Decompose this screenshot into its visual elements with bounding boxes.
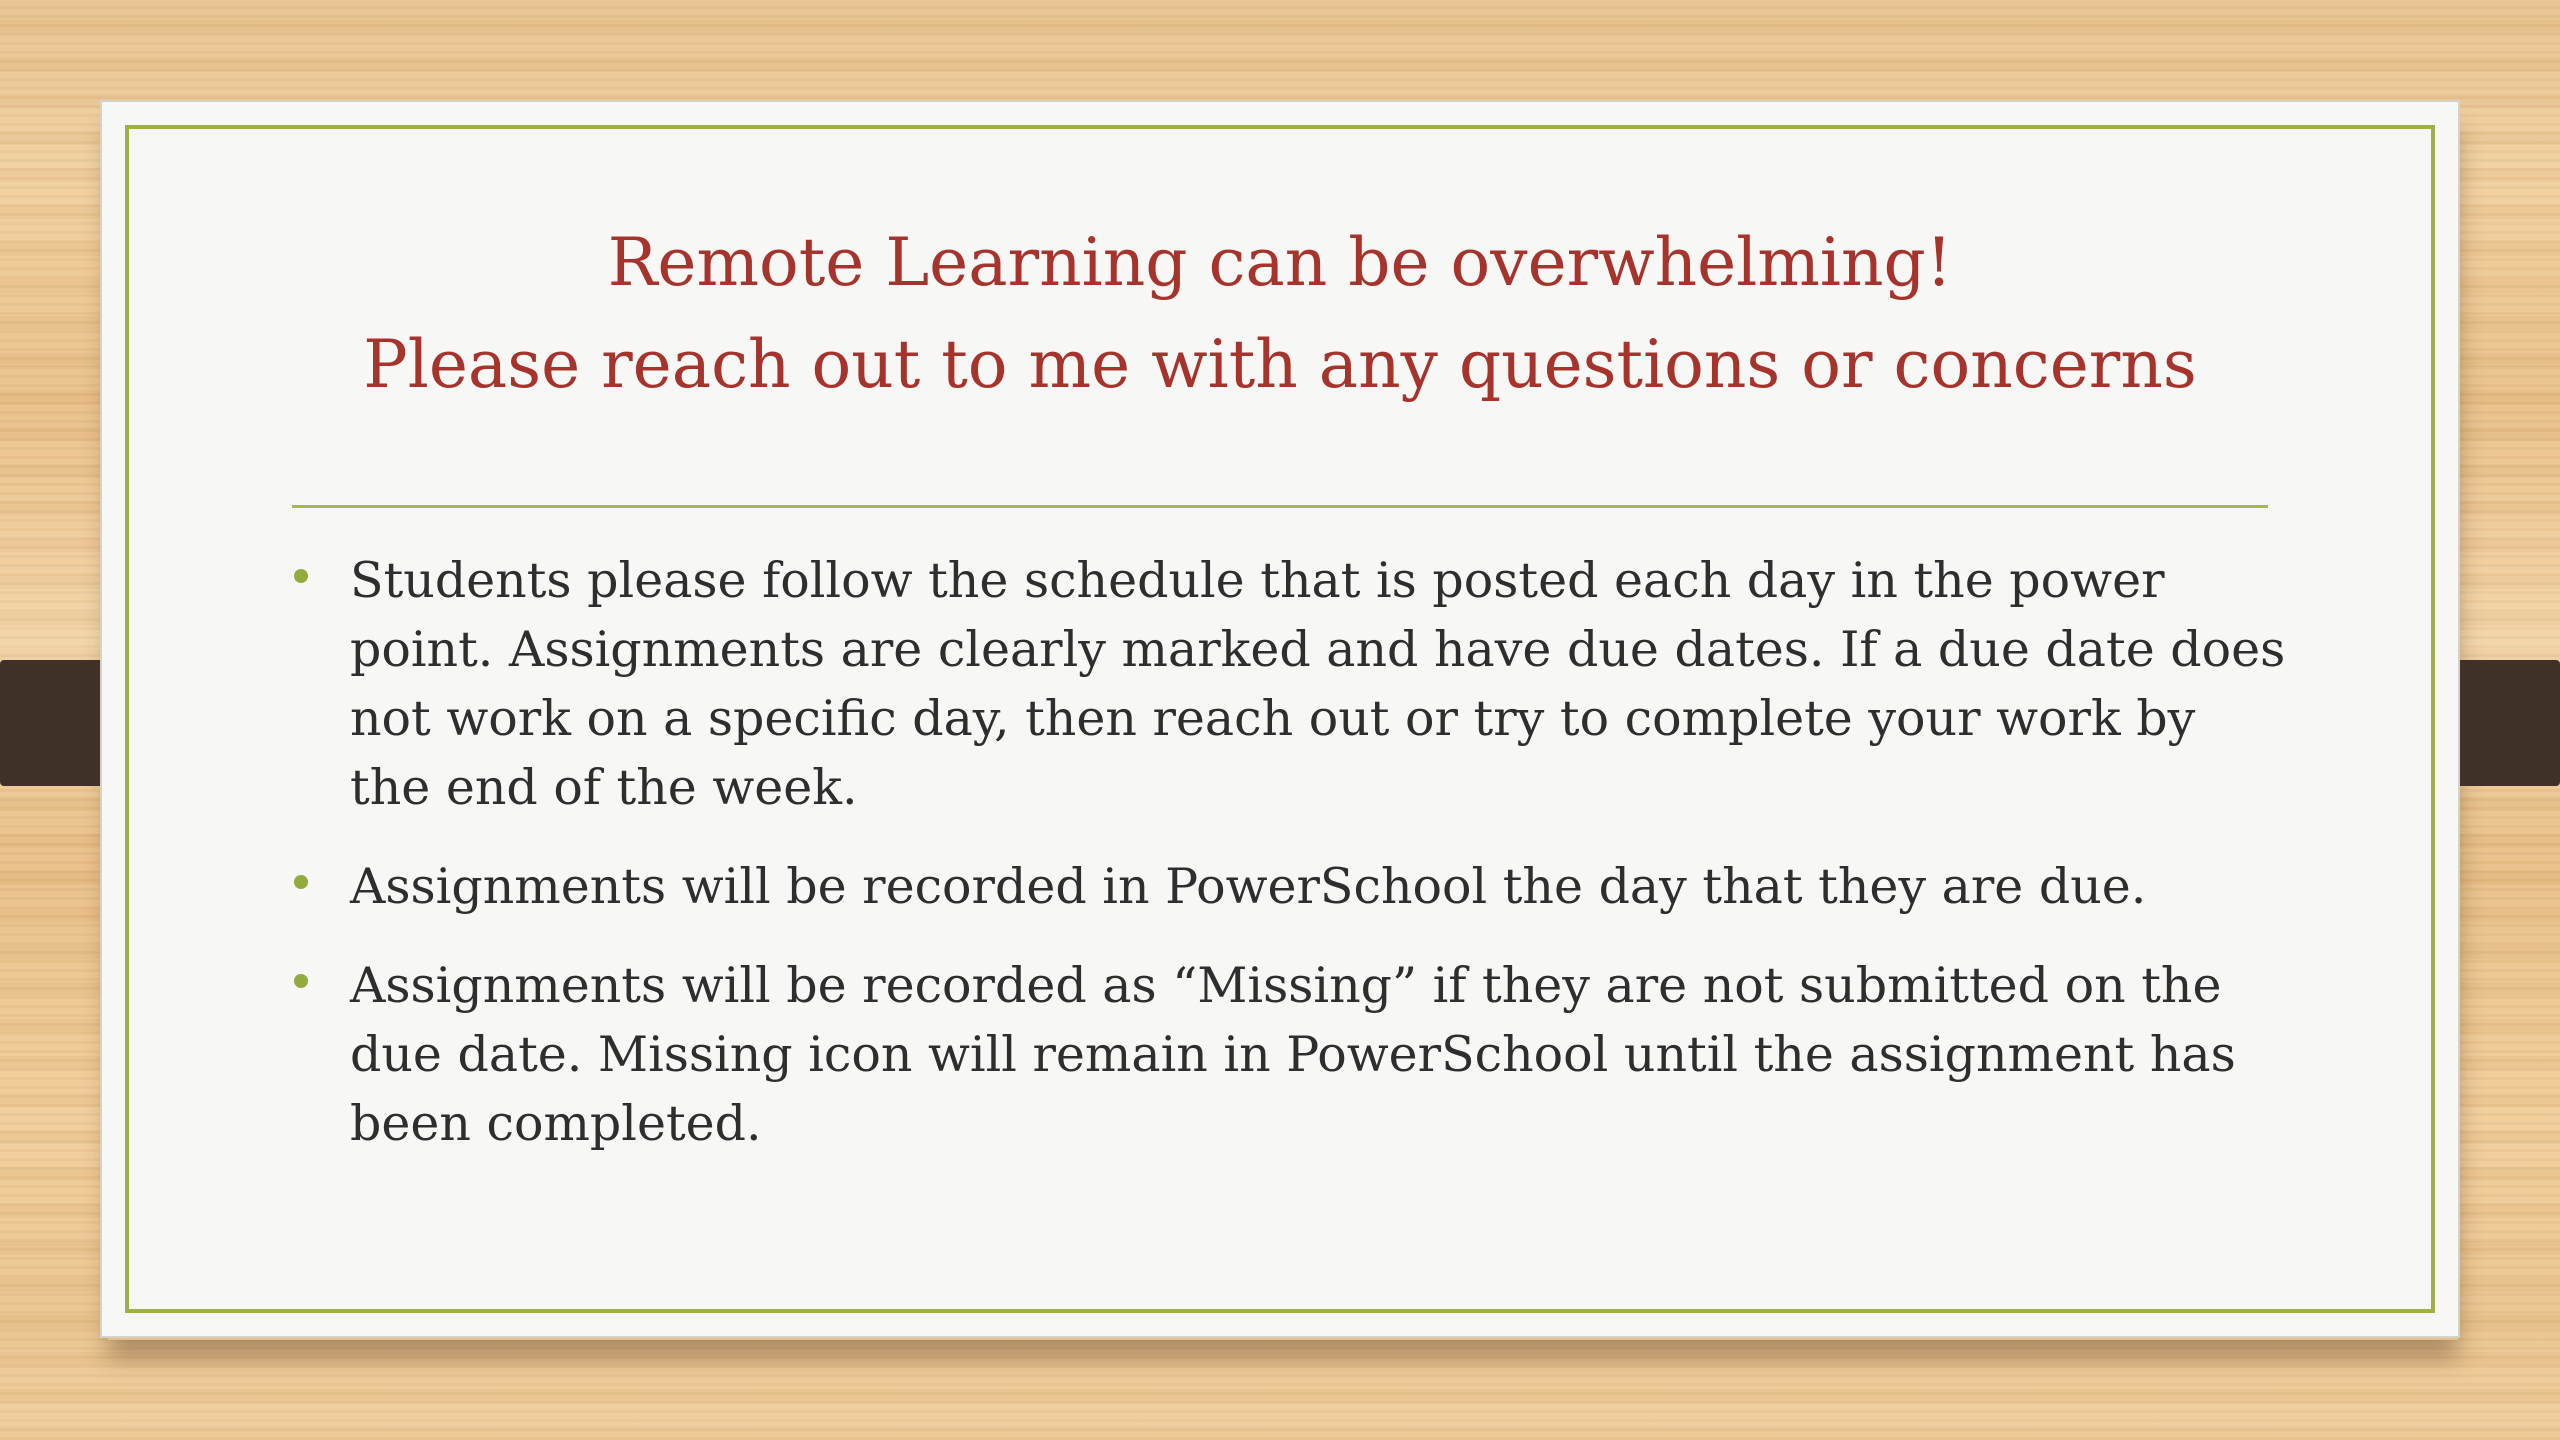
bullet-text: Students please follow the schedule that is posted each day in the power point. Assignments are clearly marked and have due dates. If a due date does not work on a specific day, then reach out or try to complete your work by the end of the week. [350, 552, 2286, 816]
slide-title-line-1: Remote Learning can be overwhelming! [607, 224, 1953, 301]
bullet-item [290, 852, 2290, 921]
slide-title [200, 212, 2360, 416]
bullet-list [290, 546, 2290, 1188]
bullet-dot-icon [294, 569, 308, 583]
bullet-item [290, 951, 2290, 1158]
bullet-text: Assignments will be recorded in PowerSchool the day that they are due. [350, 858, 2147, 915]
slide-title-line-2: Please reach out to me with any questions or concerns [363, 326, 2197, 403]
bullet-dot-icon [294, 974, 308, 988]
bullet-text: Assignments will be recorded as “Missing” if they are not submitted on the due date. Missing icon will remain in PowerSchool until the assignment has been completed. [350, 957, 2236, 1152]
bullet-dot-icon [294, 875, 308, 889]
bullet-item [290, 546, 2290, 822]
title-divider [292, 505, 2268, 508]
